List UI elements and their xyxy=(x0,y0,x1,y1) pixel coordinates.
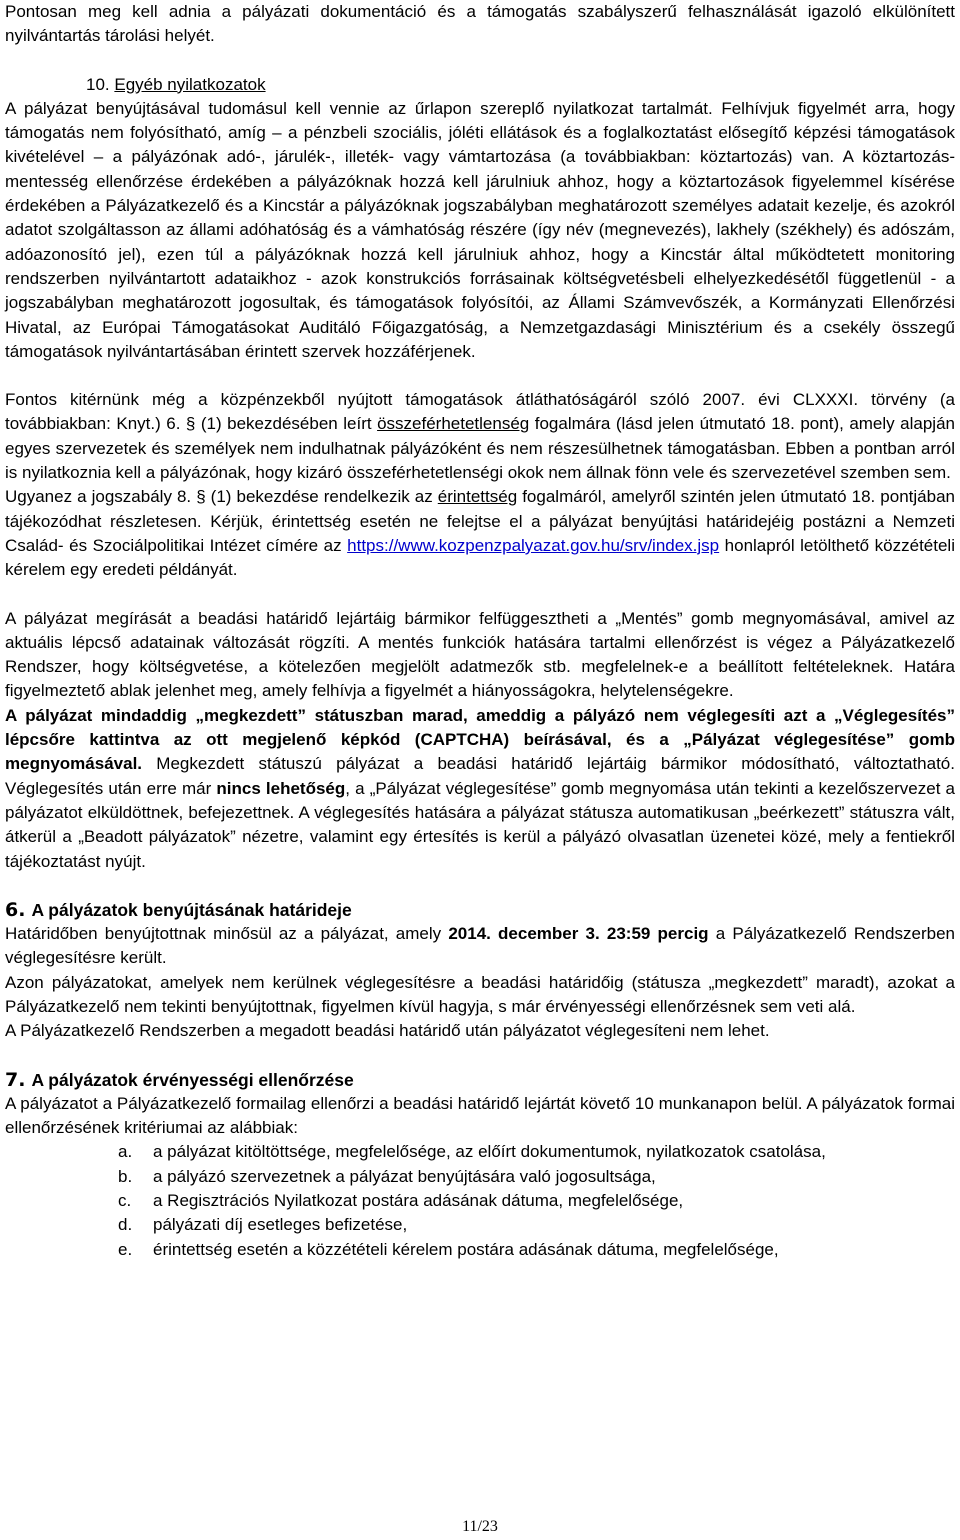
s6-p1-text-b: a Pályázatkezelő Rendszerben véglegesítésre került. xyxy=(5,924,955,968)
list-marker: c. xyxy=(118,1191,132,1211)
list-marker: b. xyxy=(118,1166,133,1186)
p2-text-b: fogalmára (lásd jelen útmutató 18. pont), amely alapján egyes szervezetek és személyek nem indulhatnak pályázóként és nem részesülhetnek támogatásban. Ebben a pontban arról is nyilatkoznia kell a pályázónak, hogy kizáró összeférhetetlenségi okok nem állnak fönn vele és szervezetével szemben sem. xyxy=(5,414,955,483)
p5-bold-b: nincs lehetőség xyxy=(216,778,346,798)
section-6-paragraph-2: Azon pályázatokat, amelyek nem kerülnek véglegesítésre a beadási határidőig (státusza „megkezdett” maradt), azokat a Pályázatkezelő nem tekinti benyújtottnak, figyelmen kívül hagyja, s már érvényességi ellenőrzésnek sem veti alá. xyxy=(5,972,955,1016)
page-number: 11/23 xyxy=(462,1518,498,1535)
list-marker: d. xyxy=(118,1215,133,1235)
section-10-number: 10. xyxy=(86,74,110,94)
p3-term: érintettség xyxy=(437,487,518,507)
section-10-paragraph-3 xyxy=(5,485,955,582)
section-10-paragraph-1: A pályázat benyújtásával tudomásul kell vennie az űrlapon szereplő nyilatkozat tartalmát. Felhívjuk figyelmét arra, hogy támogatás nem folyósítható, amíg – a pénzbeli szociális, jóléti ellátások és a foglalkoztatást elősegítő képzési támogatások kivételével – a pályázónak adó-, járulék-, illeték- vagy vámtartozása (a továbbiakban: köztartozás) van. A köztartozás-mentesség ellenőrzése érdekében a pályázóknak hozzá kell járulniuk ahhoz, hogy a köztartozások figyelemmel kísérése érdekében a Pályázatkezelő és a Kincstár a pályázóknak jogszabályban meghatározott személyes adatait kezelje, és azokról adatot szolgáltasson az állami adóhatóság és a vámhatóság részére (így név (megnevezés), lakhely (székhely) és adószám, adóazonosító jel), ezen túl a pályázóknak hozzá kell járulniuk ahhoz, hogy a Kincstár által működtetett monitoring rendszerben nyilvántartott adataikhoz - azok konstrukciós forrásainak költségvetésbeli elhelyezkedésétől függetlenül - a jogszabályban meghatározott jogosultak, és támogatások folyósítói, az Állami Számvevőszék, a Kormányzati Ellenőrzési Hivatal, az Európai Támogatásokat Auditáló Főigazgatóság, a Nemzetgazdasági Minisztérium és a csekély összegű támogatások nyilvántartásában érintett szervek hozzáférjenek. xyxy=(5,98,955,361)
p3-text-b: fogalmáról, amelyről szintén jelen útmutató 18. pontjában tájékozódhat részletesen. Kérjük, érintettség esetén ne felejtse el a pályázat benyújtási határidejéig postázni a Nemzeti Család- és Szociálpolitikai Intézet címére az xyxy=(5,487,955,555)
section-6-paragraph-1 xyxy=(5,922,955,971)
list-item-text: pályázati díj esetleges befizetése, xyxy=(153,1215,408,1235)
section-10-paragraph-4: A pályázat megírását a beadási határidő lejártáig bármikor felfüggesztheti a „Mentés” gomb megnyomásával, amivel az aktuális lépcső adatainak változását rögzíti. A mentés funkciók hatására tartalmi ellenőrzést is végez a Pályázatkezelő Rendszer, hogy költségvetése, a kötelezően megjelölt adatmezők stb. megfelelnek-e a beállított feltételeknek. Határa figyelmeztető ablak jelenhet meg, amely felhívja a figyelmét a hiányosságokra, helytelenségekre. xyxy=(5,608,955,701)
p3-text-a: Ugyanez a jogszabály 8. § (1) bekezdése rendelkezik az xyxy=(5,487,438,507)
list-marker: a. xyxy=(118,1142,133,1162)
section-6-title: A pályázatok benyújtásának határideje xyxy=(31,899,352,920)
s6-deadline: 2014. december 3. 23:59 percig xyxy=(448,924,709,944)
section-10-paragraph-2 xyxy=(5,388,955,485)
list-item-text: a Regisztrációs Nyilatkozat postára adásának dátuma, megfelelősége, xyxy=(153,1191,684,1211)
section-6-number: 6. xyxy=(5,898,26,921)
p5-text-b: , a „Pályázat véglegesítése” gomb megnyomása után tekinti a kezelőszervezet a pályázatot elküldöttnek, befejezettnek. A véglegesítés hatására a pályázat státusza automatikusan „beérkezett” státuszra vált, átkerül a „Beadott pályázatok” nézetre, valamint egy értesítés is kerül a pályázó olvasatlan üzenetei közé, mely a fentiekről tájékoztatást nyújt. xyxy=(5,778,955,871)
p5-bold-a: A pályázat mindaddig „megkezdett” státuszban marad, ameddig a pályázó nem véglegesíti azt a „Véglegesítés” lépcsőre kattintva az ott megjelenő képkód (CAPTCHA) beírásával, és a „Pályázat véglegesítése” gomb megnyomásával. xyxy=(5,705,955,774)
section-7-title: A pályázatok érvényességi ellenőrzése xyxy=(31,1069,354,1090)
intro-paragraph: Pontosan meg kell adnia a pályázati dokumentáció és a támogatás szabályszerű felhasználását igazoló elkülönített nyilvántartás tárolási helyét. xyxy=(5,2,955,46)
p5-text-a: Megkezdett státuszú pályázat a beadási határidő lejártáig bármikor módosítható, változtatható. Véglegesítés után erre már xyxy=(5,754,955,798)
list-item xyxy=(5,1238,955,1262)
section-10-paragraph-5 xyxy=(5,704,955,874)
list-item xyxy=(5,1140,955,1164)
section-6-paragraph-3: A Pályázatkezelő Rendszerben a megadott beadási határidő után pályázatot véglegesíteni nem lehet. xyxy=(5,1021,770,1041)
section-10-heading xyxy=(5,73,955,97)
list-marker: e. xyxy=(118,1239,133,1259)
s6-p1-text-a: Határidőben benyújtottnak minősül az a pályázat, amely xyxy=(5,924,449,944)
list-item xyxy=(5,1189,955,1213)
list-item-text: a pályázat kitöltöttsége, megfelelősége, az előírt dokumentumok, nyilatkozatok csatolása, xyxy=(153,1142,826,1162)
list-item xyxy=(5,1165,955,1189)
kozpenzpalyazat-link[interactable]: https://www.kozpenzpalyazat.gov.hu/srv/index.jsp xyxy=(347,535,720,555)
list-item-text: a pályázó szervezetnek a pályázat benyújtására való jogosultsága, xyxy=(153,1166,656,1186)
p2-text-a: Fontos kitérnünk még a közpénzekből nyújtott támogatások átláthatóságáról szóló 2007. évi CLXXXI. törvény (a továbbiakban: Knyt.) 6. § (1) bekezdésében leírt xyxy=(5,390,955,434)
p2-term: összeférhetetlenség xyxy=(377,414,530,434)
p3-text-c: honlapról letölthető közzétételi kérelem egy eredeti példányát. xyxy=(5,535,955,580)
list-item-text: érintettség esetén a közzétételi kérelem postára adásának dátuma, megfelelősége, xyxy=(153,1239,779,1259)
section-10-title: Egyéb nyilatkozatok xyxy=(114,74,266,94)
section-7-heading xyxy=(5,1068,955,1092)
section-6-heading xyxy=(5,898,955,922)
section-7-paragraph-1: A pályázatot a Pályázatkezelő formailag ellenőrzi a beadási határidő lejártát követő 10 munkanapon belül. A pályázatok formai ellenőrzésének kritériumai az alábbiak: xyxy=(5,1093,955,1138)
criteria-list xyxy=(5,1140,955,1261)
section-7-number: 7. xyxy=(5,1068,26,1091)
list-item xyxy=(5,1213,955,1237)
